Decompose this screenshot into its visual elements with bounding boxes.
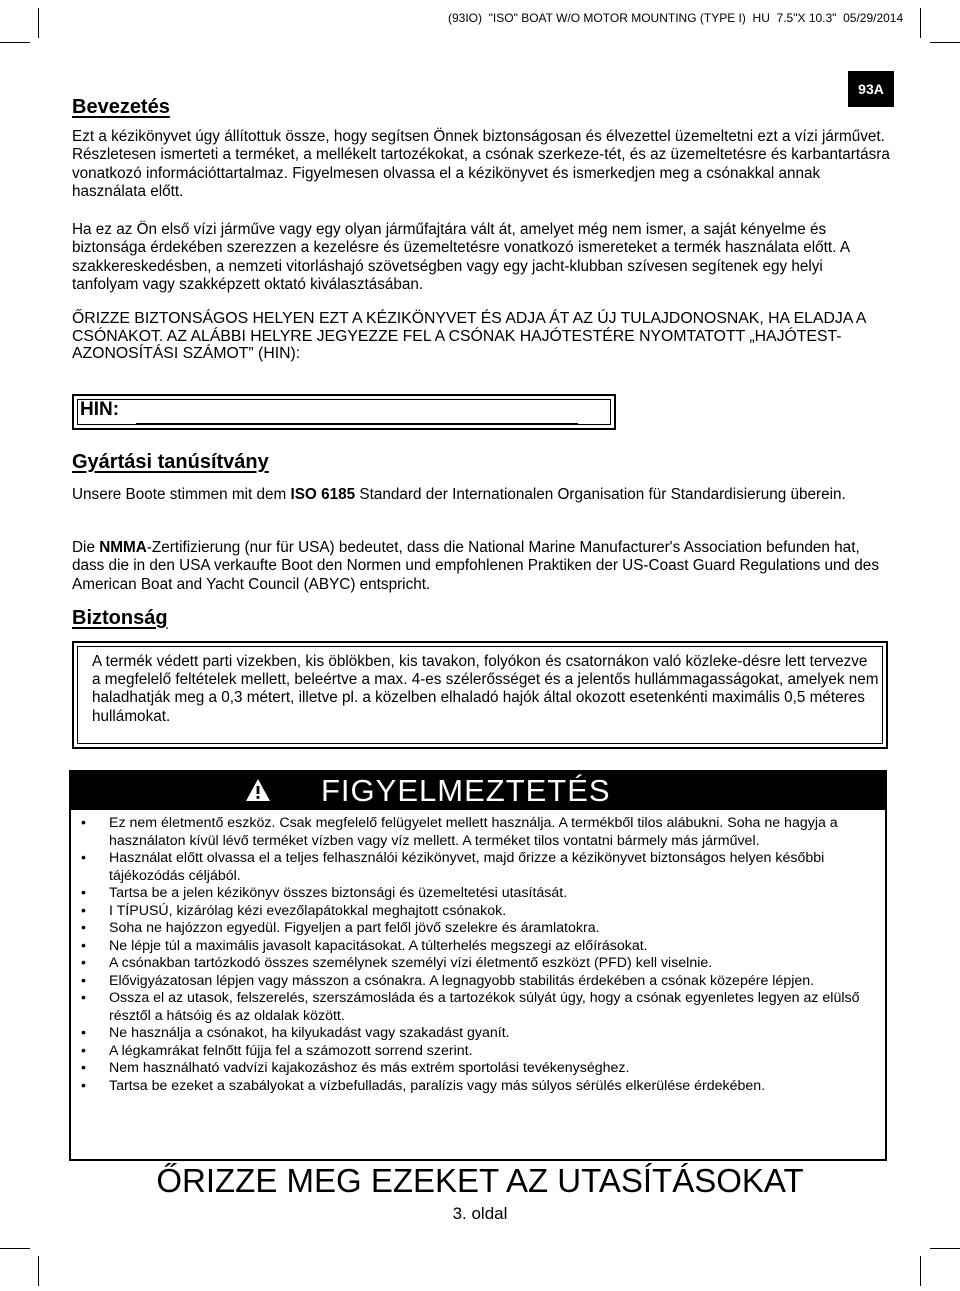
text-run: Die: [72, 539, 100, 556]
warning-list: [79, 815, 879, 1095]
iso-standard: ISO 6185: [290, 486, 356, 503]
paragraph-text: Ezt a kézikönyvet úgy állítottuk össze, hogy segítsen Önnek biztonságosan és élvezettel üzemeltetni ezt a vízi járművet. Részletesen ismerteti a terméket, a mellékelt tartozékokat, a csónak szerkeze-tét, és az üzemeltetésre és karbantartásra vonatkozó információttartalmaz. Figyelmesen olvassa el a kézikönyvet és ismerkedjen meg a csónakkal annak használata előtt.: [72, 128, 890, 200]
warning-title: FIGYELMEZTETÉS: [321, 773, 611, 808]
list-item: • Ossza el az utasok, felszerelés, szerszámosláda és a tartozékok súlyát úgy, hogy a csónak egyenletes legyen az elülső résztől a hátsóig és az oldalak között.: [79, 990, 879, 1025]
certificate-paragraph-1: [72, 486, 892, 504]
print-info: (93IO) "ISO" BOAT W/O MOTOR MOUNTING (TYPE I) HU 7.5"X 10.3" 05/29/2014: [448, 11, 904, 25]
text-run: -Zertifizierung (nur für USA) bedeutet, dass die National Marine Manufacturer's Association befunden hat, dass die in den USA verkaufte Boot den Normen und empfohlenen Praktiken der US-Coast Guard Regulations und des American Boat and Yacht Council (ABYC) entspricht.: [72, 539, 879, 593]
intro-paragraph-1: [72, 128, 892, 201]
list-item: • Ne használja a csónakot, ha kilyukadást vagy szakadást gyanít.: [79, 1025, 879, 1043]
list-item: • Használat előtt olvassa el a teljes felhasználói kézikönyvet, majd őrizze a kézikönyvet biztonságos helyen későbbi tájékozódás céljából.: [79, 850, 879, 885]
paragraph-text: ŐRIZZE BIZTONSÁGOS HELYEN EZT A KÉZIKÖNYVET ÉS ADJA ÁT AZ ÚJ TULAJDONOSNAK, HA ELADJA A CSÓNAKOT. AZ ALÁBBI HELYRE JEGYEZZE FEL A CSÓNAK HAJÓTESTÉRE NYOMTATOTT „HAJÓTEST-AZONOSÍTÁSI SZÁMOT” (HIN):: [72, 310, 866, 362]
paragraph-text: Ha ez az Ön első vízi járműve vagy egy olyan járműfajtára vált át, amelyet még nem ismer, a saját kényelme és biztonsága érdekében szerezzen a kezelésre és üzemeltetésre vonatkozó ismereteket a termék használata előtt. A szakkereskedésben, a nemzeti vitorláshajó szövetségben vagy egy jacht-klubban szívesen segítenek egy helyi tanfolyam vagy szakképzett oktató kiválasztásában.: [72, 221, 850, 293]
warning-banner: [71, 772, 885, 810]
crop-mark: [930, 42, 960, 43]
nmma-label: NMMA: [99, 539, 147, 556]
list-item: • Nem használható vadvízi kajakozáshoz és más extrém sportolási tevékenységhez.: [79, 1060, 879, 1078]
section-title-intro: Bevezetés: [72, 96, 170, 118]
crop-mark: [0, 1248, 30, 1249]
section-title-certificate: Gyártási tanúsítvány: [72, 451, 269, 473]
certificate-paragraph-2: [72, 539, 892, 594]
warning-triangle-icon: [245, 778, 271, 802]
crop-mark: [920, 8, 921, 38]
section-title-safety: Biztonság: [72, 607, 168, 629]
list-item: • I TÍPUSÚ, kizárólag kézi evezőlapátokkal meghajtott csónakok.: [79, 903, 879, 921]
crop-mark: [0, 42, 30, 43]
list-item: • Ez nem életmentő eszköz. Csak megfelelő felügyelet mellett használja. A termékből tilos alábukni. Soha ne hagyja a használaton kívül lévő terméket vízben vagy víz mellett. A terméket tilos vontatni bármely más járművel.: [79, 815, 879, 850]
text-run: Unsere Boote stimmen mit dem: [72, 486, 291, 503]
list-item: • Soha ne hajózzon egyedül. Figyeljen a part felől jövő szelekre és áramlatokra.: [79, 920, 879, 938]
list-item: • Tartsa be a jelen kézikönyv összes biztonsági és üzemeltetési utasítását.: [79, 885, 879, 903]
hin-label: HIN:: [80, 399, 120, 420]
hin-field[interactable]: [72, 394, 616, 430]
list-item: • Tartsa be ezeket a szabályokat a vízbefulladás, paralízis vagy más súlyos sérülés elkerülése érdekében.: [79, 1078, 879, 1096]
intro-paragraph-2: [72, 221, 892, 294]
crop-mark: [38, 8, 39, 38]
safety-box: [72, 641, 888, 749]
list-item: • Elővigyázatosan lépjen vagy másszon a csónakra. A legnagyobb stabilitás érdekében a csónak közepére lépjen.: [79, 973, 879, 991]
list-item: • A csónakban tartózkodó összes személynek személyi vízi életmentő eszközt (PFD) kell viselnie.: [79, 955, 879, 973]
crop-mark: [920, 1256, 921, 1286]
warning-box: [69, 770, 887, 1161]
hin-frame: [77, 399, 611, 425]
text-run: Standard der Internationalen Organisation für Standardisierung überein.: [355, 486, 846, 503]
intro-paragraph-3: [72, 310, 892, 363]
hin-write-line: [136, 423, 578, 425]
crop-mark: [38, 1256, 39, 1286]
page-badge: 93A: [848, 71, 894, 107]
list-item: • A légkamrákat felnőtt fújja fel a számozott sorrend szerint.: [79, 1043, 879, 1061]
safety-text: A termék védett parti vizekben, kis öblökben, kis tavakon, folyókon és csatornákon való közleke-désre lett tervezve a megfelelő feltételek mellett, beleértve a max. 4-es szélerősséget és a jelentős hullámmagasságokat, amelyek nem haladhatják meg a 0,3 métert, illetve pl. a közelben elhaladó hajók által okozott esetenkénti maximális 0,5 méteres hullámokat.: [92, 653, 879, 725]
page-number: 3. oldal: [452, 1204, 508, 1223]
list-item: • Ne lépje túl a maximális javasolt kapacitásokat. A túlterhelés megszegi az előírásokat.: [79, 938, 879, 956]
crop-mark: [930, 1248, 960, 1249]
footer-title: ŐRIZZE MEG EZEKET AZ UTASÍTÁSOKAT: [156, 1162, 804, 1199]
